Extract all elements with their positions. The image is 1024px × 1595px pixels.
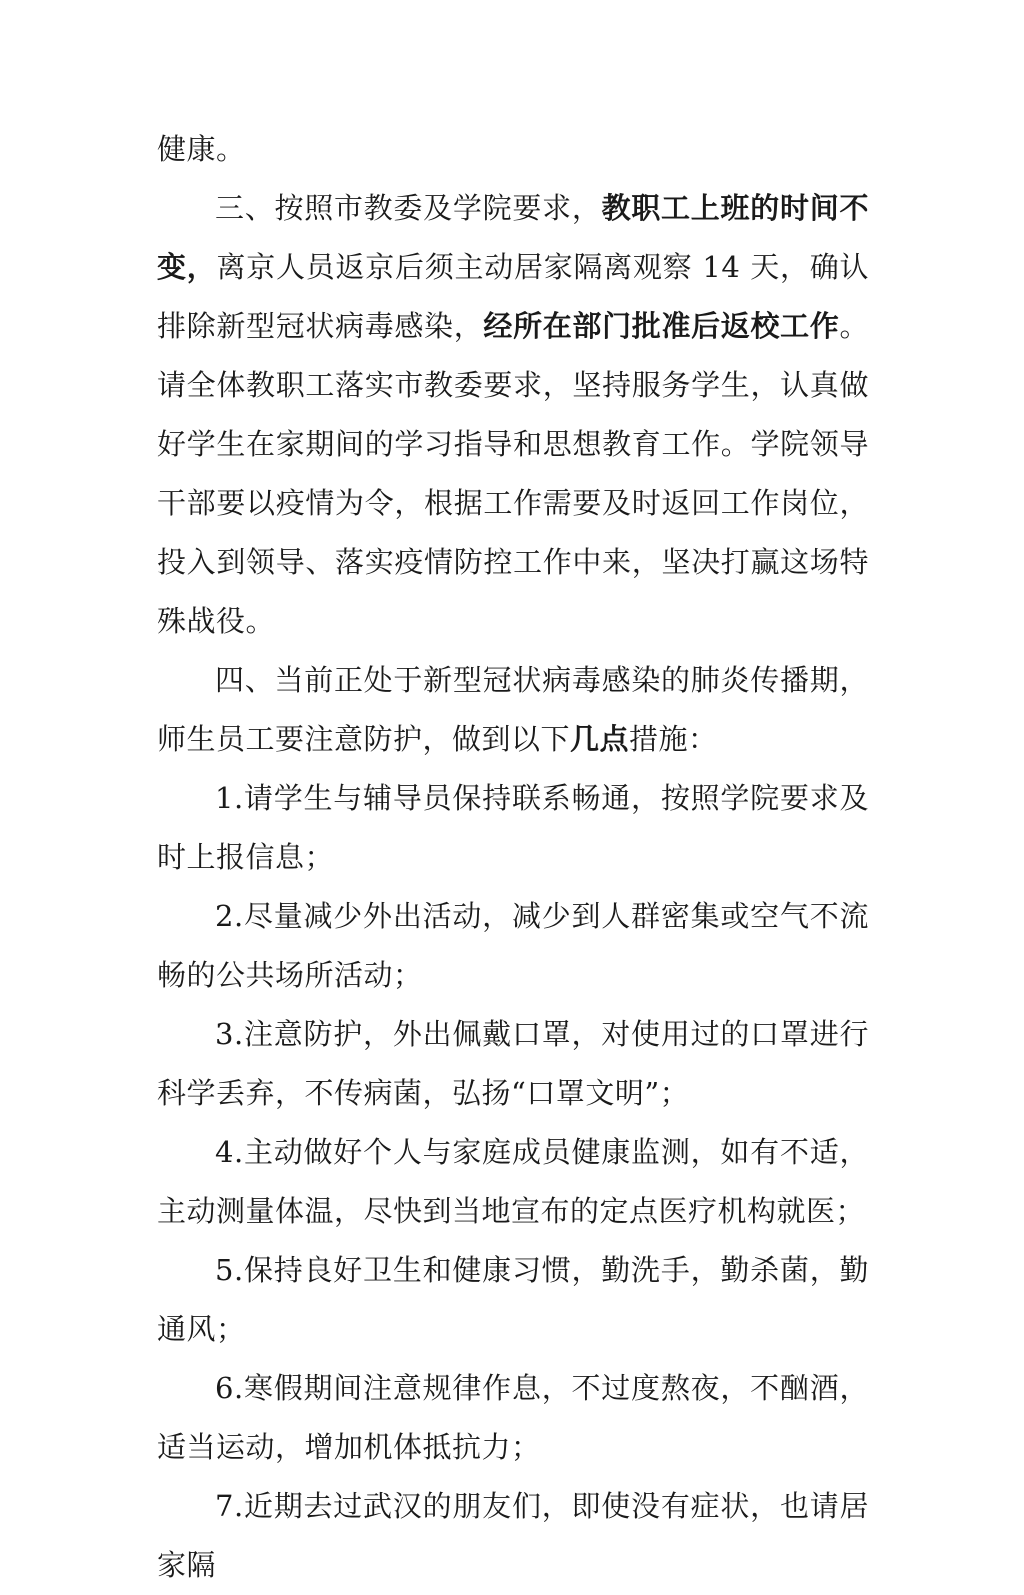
- paragraph-continuation: [157, 120, 869, 179]
- list-item: 7.近期去过武汉的朋友们，即使没有症状，也请居家隔: [157, 1489, 869, 1582]
- paragraph-text: 健康。: [157, 132, 246, 166]
- list-item: 2.尽量减少外出活动，减少到人群密集或空气不流畅的公共场所活动；: [157, 899, 869, 992]
- paragraph-text: 措施：: [629, 722, 718, 756]
- paragraph-section-4: [157, 651, 869, 769]
- paragraph-section-3: [157, 179, 869, 651]
- list-item: 1.请学生与辅导员保持联系畅通，按照学院要求及时上报信息；: [157, 781, 869, 874]
- emphasis-text: 教职工上班的时间不变，: [157, 191, 869, 284]
- list-item: 5.保持良好卫生和健康习惯，勤洗手，勤杀菌，勤通风；: [157, 1253, 869, 1346]
- paragraph-text: 。请全体教职工落实市教委要求，坚持服务学生，认真做好学生在家期间的学习指导和思想教育工作。学院领导干部要以疫情为令，根据工作需要及时返回工作岗位，投入到领导、落实疫情防控工作中来，坚决打赢这场特殊战役。: [157, 309, 869, 638]
- list-item: 3.注意防护，外出佩戴口罩，对使用过的口罩进行科学丢弃，不传病菌，弘扬“口罩文明”；: [157, 1017, 869, 1110]
- emphasis-text: 经所在部门批准后返校工作: [483, 309, 840, 343]
- list-item: 6.寒假期间注意规律作息，不过度熬夜，不酗酒，适当运动，增加机体抵抗力；: [157, 1371, 869, 1464]
- list-item: 4.主动做好个人与家庭成员健康监测，如有不适，主动测量体温，尽快到当地宣布的定点医疗机构就医；: [157, 1135, 869, 1228]
- paragraph-text: 离京人员返京后须主动居家隔离观察 14 天，确认排除新型冠状病毒感染，: [157, 250, 869, 343]
- paragraph-text: 三、按照市教委及学院要求，: [215, 191, 602, 225]
- document-body: [157, 120, 869, 1595]
- emphasis-text: 几点: [570, 722, 630, 756]
- paragraph-text: 四、当前正处于新型冠状病毒感染的肺炎传播期，师生员工要注意防护，做到以下: [157, 663, 869, 756]
